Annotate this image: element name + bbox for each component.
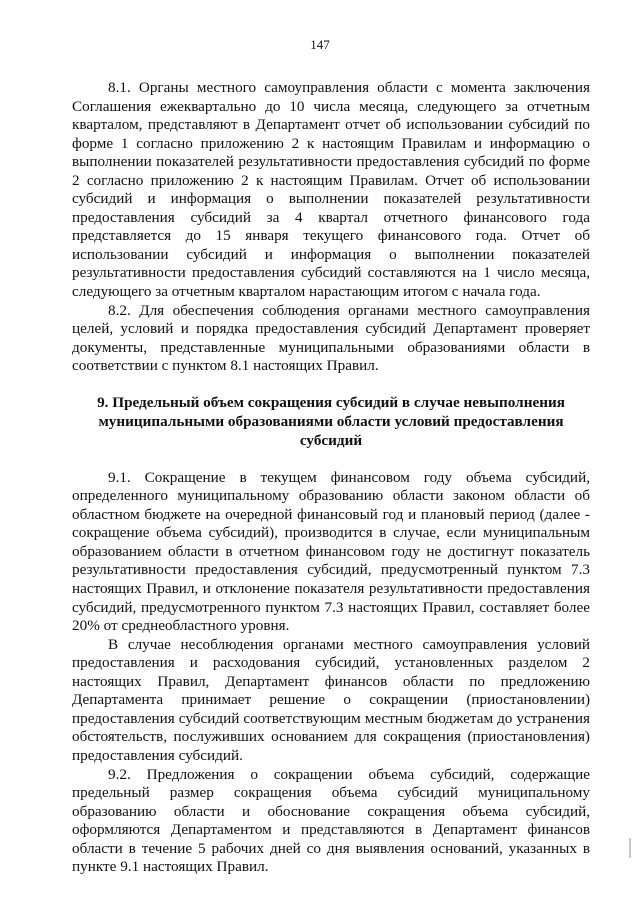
heading-line: 9. Предельный объем сокращения субсидий в случае невыполнения bbox=[97, 393, 565, 411]
section-9-heading bbox=[72, 393, 590, 450]
heading-line: субсидий bbox=[299, 431, 363, 449]
heading-line: муниципальными образованиями области условий предоставления bbox=[98, 412, 564, 430]
paragraph-8-2: 8.2. Для обеспечения соблюдения органами местного самоуправления целей, условий и порядка предоставления субсидий Департамент проверяет документы, представленные муниципальными образованиями области в соответствии с пунктом 8.1 настоящих Правил. bbox=[72, 301, 590, 375]
scan-artifact-mark bbox=[629, 838, 631, 858]
document-body bbox=[72, 79, 590, 877]
paragraph-8-1: 8.1. Органы местного самоуправления области с момента заключения Соглашения ежеквартально до 10 числа месяца, следующего за отчетным кварталом, представляют в Департамент отчет об использовании субсидий по форме 1 согласно приложению 2 к настоящим Правилам и информацию о выполнении показателей результативности предоставления субсидий по форме 2 согласно приложению 2 к настоящим Правилам. Отчет об использовании субсидий и информация о выполнении показателей результативности предоставления субсидий за 4 квартал отчетного финансового года представляется до 15 января текущего финансового года. Отчет об использовании субсидий и информация о выполнении показателей результативности предоставления субсидий составляются на 1 число месяца, следующего за отчетным кварталом нарастающим итогом с начала года. bbox=[72, 79, 590, 301]
paragraph-non-compliance: В случае несоблюдения органами местного самоуправления условий предоставления и расходования субсидий, установленных разделом 2 настоящих Правил, Департамент финансов области по предложению Департамента принимает решение о сокращении (приостановлении) предоставления субсидий соответствующим местным бюджетам до устранения обстоятельств, послуживших основанием для сокращения (приостановления) предоставления субсидий. bbox=[72, 635, 590, 764]
paragraph-9-2: 9.2. Предложения о сокращении объема субсидий, содержащие предельный размер сокращения объема субсидий муниципальному образованию области и обоснование сокращения объема субсидий, оформляются Департаментом и представляются в Департамент финансов области в течение 5 рабочих дней со дня выявления оснований, указанных в пункте 9.1 настоящих Правил. bbox=[72, 765, 590, 876]
paragraph-9-1: 9.1. Сокращение в текущем финансовом году объема субсидий, определенного муниципальному образованию области законом области об областном бюджете на очередной финансовый год и плановый период (далее - сокращение объема субсидий), производится в случае, если муниципальным образованием области в отчетном финансовом году не достигнут показатель результативности предоставления субсидий, предусмотренный пунктом 7.3 настоящих Правил, и отклонение показателя результативности предоставления субсидий, предусмотренного пунктом 7.3 настоящих Правил, составляет более 20% от среднеобластного уровня. bbox=[72, 468, 590, 635]
page-number: 147 bbox=[310, 37, 330, 52]
